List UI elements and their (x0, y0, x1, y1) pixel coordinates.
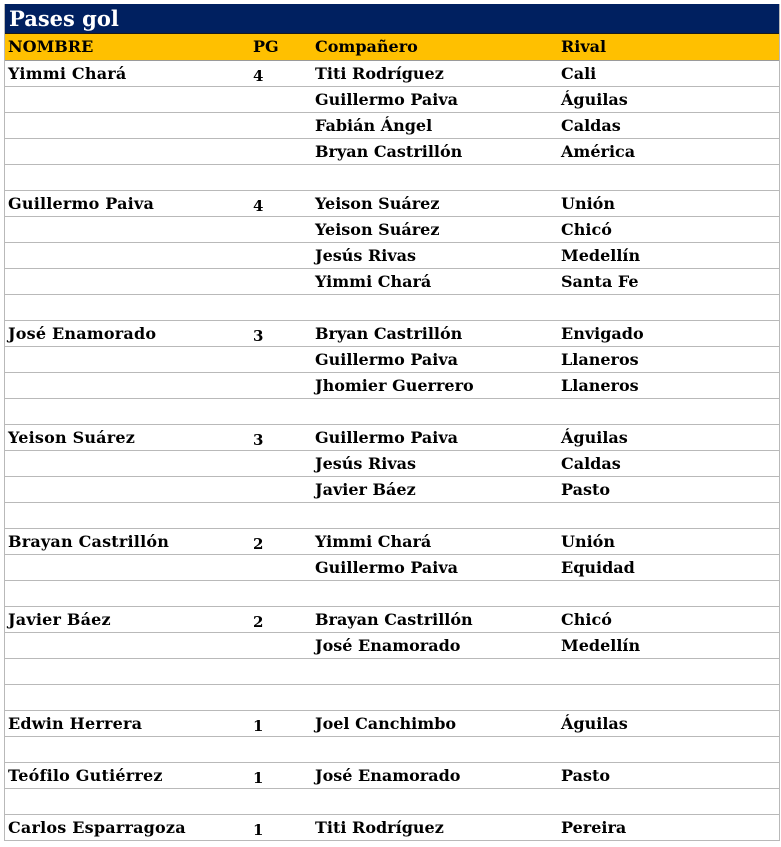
table-row (5, 217, 779, 243)
cell-companero: Guillermo Paiva (315, 428, 459, 447)
cell-nombre (5, 503, 250, 528)
cell-companero: Joel Canchimbo (315, 714, 457, 733)
cell-rival: Llaneros (561, 350, 639, 369)
table-row (5, 321, 779, 347)
cell-pg (250, 451, 310, 476)
cell-pg: 4 (253, 67, 264, 85)
cell-companero (310, 789, 556, 814)
cell-pg (250, 659, 310, 684)
cell-nombre (5, 555, 250, 580)
cell-companero: Yeison Suárez (315, 220, 440, 239)
cell-nombre (5, 477, 250, 502)
cell-pg (250, 243, 310, 268)
cell-rival: Águilas (561, 90, 628, 109)
table-row (5, 529, 779, 555)
cell-pg (250, 269, 310, 294)
cell-pg (250, 503, 310, 528)
table-row (5, 477, 779, 503)
cell-nombre (5, 685, 250, 710)
cell-companero: Titi Rodríguez (315, 818, 444, 837)
table-row (5, 737, 779, 763)
table-row (5, 763, 779, 789)
table-row (5, 165, 779, 191)
cell-companero (310, 165, 556, 190)
cell-pg (250, 373, 310, 398)
table-row (5, 61, 779, 87)
cell-nombre: Javier Báez (8, 610, 111, 629)
cell-companero: Guillermo Paiva (315, 558, 459, 577)
cell-rival (556, 789, 779, 814)
cell-rival (556, 685, 779, 710)
cell-nombre (5, 243, 250, 268)
cell-pg: 2 (253, 535, 264, 553)
cell-companero (310, 399, 556, 424)
cell-companero: Yimmi Chará (315, 532, 432, 551)
cell-rival: Caldas (561, 116, 621, 135)
cell-nombre (5, 139, 250, 164)
cell-nombre (5, 737, 250, 762)
cell-pg (250, 789, 310, 814)
header-rival: Rival (561, 37, 607, 56)
cell-companero: Brayan Castrillón (315, 610, 473, 629)
cell-rival: Unión (561, 532, 615, 551)
cell-nombre (5, 87, 250, 112)
table-row (5, 555, 779, 581)
cell-pg (250, 87, 310, 112)
cell-pg (250, 737, 310, 762)
cell-companero: Jhomier Guerrero (315, 376, 474, 395)
table-row (5, 659, 779, 685)
table-row (5, 685, 779, 711)
cell-nombre (5, 451, 250, 476)
cell-companero: Bryan Castrillón (315, 142, 463, 161)
cell-pg (250, 139, 310, 164)
header-row (5, 34, 779, 61)
cell-companero: Jesús Rivas (315, 454, 417, 473)
cell-rival: Águilas (561, 428, 628, 447)
cell-companero (310, 581, 556, 606)
cell-rival: Pasto (561, 480, 611, 499)
table-row (5, 243, 779, 269)
cell-nombre (5, 633, 250, 658)
cell-companero: Bryan Castrillón (315, 324, 463, 343)
cell-rival (556, 295, 779, 320)
cell-companero (310, 737, 556, 762)
table-row (5, 399, 779, 425)
cell-rival: Equidad (561, 558, 635, 577)
table-title: Pases gol (5, 4, 779, 34)
cell-pg: 2 (253, 613, 264, 631)
cell-rival (556, 165, 779, 190)
cell-nombre: José Enamorado (8, 324, 157, 343)
cell-nombre (5, 113, 250, 138)
cell-pg: 4 (253, 197, 264, 215)
cell-nombre: Carlos Esparragoza (8, 818, 186, 837)
cell-nombre: Edwin Herrera (8, 714, 143, 733)
cell-nombre (5, 581, 250, 606)
cell-rival: Cali (561, 64, 597, 83)
table-row (5, 815, 779, 841)
cell-pg (250, 399, 310, 424)
cell-pg: 1 (253, 821, 264, 839)
cell-companero: Yimmi Chará (315, 272, 432, 291)
cell-pg: 3 (253, 431, 264, 449)
cell-rival (556, 659, 779, 684)
cell-rival: Envigado (561, 324, 644, 343)
cell-pg: 1 (253, 769, 264, 787)
table-row (5, 633, 779, 659)
header-nombre: NOMBRE (8, 37, 94, 56)
cell-pg (250, 217, 310, 242)
cell-rival: Medellín (561, 636, 641, 655)
cell-rival: América (561, 142, 636, 161)
cell-nombre: Guillermo Paiva (8, 194, 155, 213)
cell-pg (250, 113, 310, 138)
cell-rival: Pereira (561, 818, 627, 837)
table-body (5, 61, 779, 841)
cell-companero (310, 659, 556, 684)
cell-rival (556, 399, 779, 424)
table-row (5, 581, 779, 607)
cell-pg (250, 347, 310, 372)
cell-rival: Caldas (561, 454, 621, 473)
cell-nombre (5, 217, 250, 242)
cell-pg: 1 (253, 717, 264, 735)
cell-nombre (5, 399, 250, 424)
cell-rival: Medellín (561, 246, 641, 265)
table-row (5, 503, 779, 529)
cell-nombre: Brayan Castrillón (8, 532, 170, 551)
cell-nombre: Yimmi Chará (8, 64, 127, 83)
table-row (5, 425, 779, 451)
cell-pg (250, 633, 310, 658)
cell-nombre (5, 269, 250, 294)
table-row (5, 607, 779, 633)
cell-companero (310, 295, 556, 320)
cell-pg (250, 555, 310, 580)
cell-nombre (5, 165, 250, 190)
assists-table (4, 4, 780, 841)
table-row (5, 113, 779, 139)
cell-rival (556, 503, 779, 528)
cell-companero: Guillermo Paiva (315, 90, 459, 109)
table-row (5, 451, 779, 477)
table-row (5, 87, 779, 113)
header-companero: Compañero (315, 37, 418, 56)
cell-rival: Unión (561, 194, 615, 213)
cell-companero: Titi Rodríguez (315, 64, 444, 83)
cell-companero: José Enamorado (315, 766, 461, 785)
cell-companero: Fabián Ángel (315, 116, 433, 135)
cell-pg (250, 477, 310, 502)
cell-pg (250, 581, 310, 606)
header-pg: PG (253, 37, 279, 56)
cell-companero: Yeison Suárez (315, 194, 440, 213)
table-row (5, 373, 779, 399)
cell-nombre (5, 347, 250, 372)
table-row (5, 269, 779, 295)
cell-companero: Jesús Rivas (315, 246, 417, 265)
table-row (5, 191, 779, 217)
cell-rival (556, 581, 779, 606)
cell-pg (250, 165, 310, 190)
cell-companero (310, 685, 556, 710)
cell-rival: Llaneros (561, 376, 639, 395)
table-row (5, 347, 779, 373)
cell-pg (250, 685, 310, 710)
cell-nombre: Yeison Suárez (8, 428, 136, 447)
table-row (5, 295, 779, 321)
cell-rival: Santa Fe (561, 272, 639, 291)
cell-nombre (5, 295, 250, 320)
cell-nombre (5, 659, 250, 684)
cell-rival: Chicó (561, 220, 612, 239)
cell-companero (310, 503, 556, 528)
table-row (5, 139, 779, 165)
cell-companero: Guillermo Paiva (315, 350, 459, 369)
cell-nombre (5, 789, 250, 814)
cell-nombre: Teófilo Gutiérrez (8, 766, 163, 785)
cell-pg (250, 295, 310, 320)
cell-rival: Águilas (561, 714, 628, 733)
cell-rival: Pasto (561, 766, 611, 785)
cell-nombre (5, 373, 250, 398)
cell-rival: Chicó (561, 610, 612, 629)
cell-companero: Javier Báez (315, 480, 416, 499)
cell-rival (556, 737, 779, 762)
table-row (5, 711, 779, 737)
table-row (5, 789, 779, 815)
cell-companero: José Enamorado (315, 636, 461, 655)
cell-pg: 3 (253, 327, 264, 345)
